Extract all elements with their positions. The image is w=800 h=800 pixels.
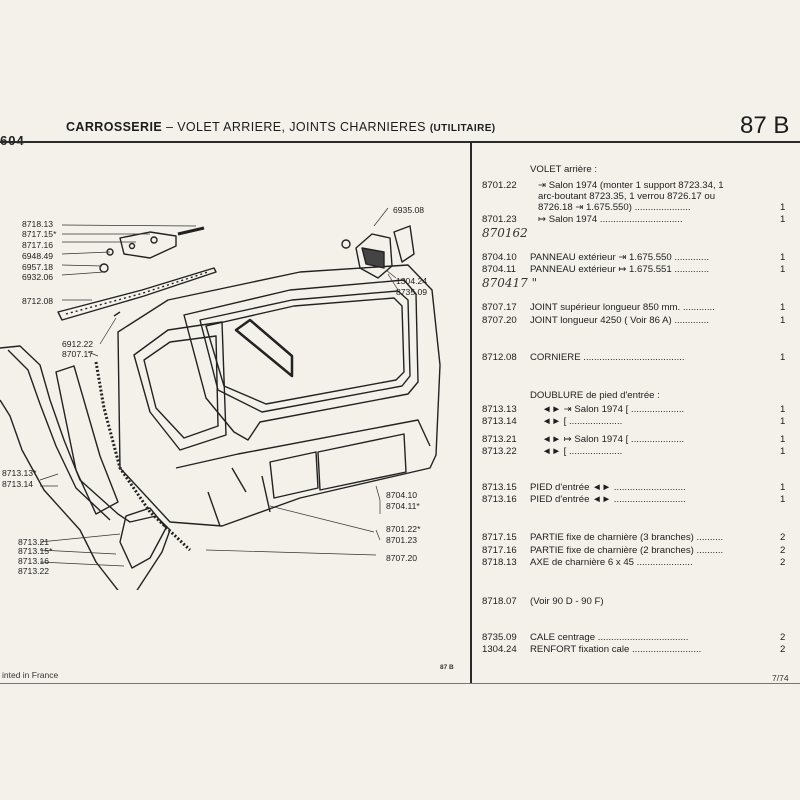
part-desc: ◄► ⇥ Salon 1974 [ .................... <box>542 404 685 415</box>
page-number: 87 B <box>740 112 790 139</box>
part-ref: 8717.15 <box>482 532 517 543</box>
part-qty: 1 <box>780 202 786 213</box>
diagram-label: 6912.22 <box>62 339 94 349</box>
page-title <box>66 120 496 134</box>
part-qty: 2 <box>780 545 786 556</box>
section-title: CARROSSERIE <box>66 120 163 134</box>
part-qty: 1 <box>780 264 786 275</box>
handwritten-note: 870162 <box>482 226 528 240</box>
corner-strip-shape <box>58 268 216 320</box>
part-ref: 8718.07 <box>482 596 517 607</box>
part-qty: 1 <box>780 302 786 313</box>
part-ref: 8713.21 <box>482 434 517 445</box>
part-ref: 8717.16 <box>482 545 517 556</box>
part-qty: 1 <box>780 315 786 326</box>
part-desc: JOINT longueur 4250 ( Voir 86 A) ............. <box>530 315 709 326</box>
part-qty: 2 <box>780 557 786 568</box>
diagram-label: 8713.14 <box>2 479 34 489</box>
diagram-label: 8704.11* <box>386 501 420 511</box>
diagram-label: 6948.49 <box>22 251 54 261</box>
diagram-label: 6957.18 <box>22 262 54 272</box>
header-rule <box>0 141 800 143</box>
part-qty: 1 <box>780 214 786 225</box>
diagram-label: 8713.16 <box>18 556 50 566</box>
part-ref: 8718.13 <box>482 557 517 568</box>
part-desc: PARTIE fixe de charnière (2 branches) .......... <box>530 545 724 556</box>
part-qty: 2 <box>780 644 786 655</box>
group-heading: VOLET arrière : <box>530 164 598 175</box>
part-desc: RENFORT fixation cale .......................... <box>530 644 702 655</box>
footer-rule <box>0 683 800 684</box>
column-divider <box>470 141 472 683</box>
part-desc: ◄► [ .................... <box>542 446 623 457</box>
section-subtitle: – VOLET ARRIERE, JOINTS CHARNIERES <box>165 120 430 134</box>
hinge-left-shape <box>120 232 176 258</box>
part-qty: 1 <box>780 434 786 445</box>
tailgate-panel-shape <box>118 265 440 526</box>
diagram-label: 8704.10 <box>386 490 418 500</box>
section-variant: (UTILITAIRE) <box>429 123 496 134</box>
part-ref: 8713.13 <box>482 404 517 415</box>
part-qty: 1 <box>780 482 786 493</box>
part-ref: 8707.20 <box>482 315 517 326</box>
part-qty: 2 <box>780 532 786 543</box>
part-desc: ◄► [ .................... <box>542 416 623 427</box>
part-ref: 8713.22 <box>482 446 517 457</box>
part-ref: 8712.08 <box>482 352 517 363</box>
part-ref: 8707.17 <box>482 302 517 313</box>
part-desc: CORNIERE ...................................... <box>530 352 685 363</box>
part-desc: JOINT supérieur longueur 850 mm. ............ <box>530 302 715 313</box>
part-desc: 8726.18 ⇥ 1.675.550) ..................... <box>538 202 691 213</box>
part-desc: PANNEAU extérieur ⇥ 1.675.550 ............. <box>530 252 710 263</box>
part-ref: 8701.23 <box>482 214 517 225</box>
diagram-label: 8707.17 <box>62 349 94 359</box>
diagram-label: 8707.20 <box>386 553 418 563</box>
group-heading: DOUBLURE de pied d'entrée : <box>530 390 660 401</box>
handwritten-note: 870417 " <box>482 276 538 290</box>
diagram-label: 8701.22* <box>386 524 421 534</box>
part-qty: 1 <box>780 416 786 427</box>
part-desc: PIED d'entrée ◄► ........................... <box>530 494 686 505</box>
diagram-label: 8713.13* <box>2 468 37 478</box>
diagram-label: 8713.22 <box>18 566 50 576</box>
part-ref: 8713.15 <box>482 482 517 493</box>
part-desc: ◄► ↦ Salon 1974 [ .................... <box>542 434 685 445</box>
part-desc: (Voir 90 D - 90 F) <box>530 596 604 607</box>
diagram-label: 8713.15* <box>18 546 53 556</box>
footer-page-code: 87 B <box>440 664 454 671</box>
part-desc: AXE de charnière 6 x 45 ..................... <box>530 557 693 568</box>
diagram-label: 8735.09 <box>396 287 428 297</box>
part-qty: 1 <box>780 352 786 363</box>
diagram-label: 8713.21 <box>18 537 50 547</box>
window-frame-shape <box>184 280 418 440</box>
part-qty: 1 <box>780 494 786 505</box>
part-qty: 1 <box>780 252 786 263</box>
diagram-label: 8718.13 <box>22 219 54 229</box>
diagram-label: 1304.24 <box>396 276 428 286</box>
part-desc: ⇥ Salon 1974 (monter 1 support 8723.34, 1 <box>538 180 724 191</box>
part-ref: 8701.22 <box>482 180 517 191</box>
part-ref: 8704.10 <box>482 252 517 263</box>
part-ref: 8704.11 <box>482 264 516 275</box>
part-desc: ↦ Salon 1974 ............................... <box>538 214 683 225</box>
diagram-label: 8717.16 <box>22 240 54 250</box>
part-qty: 1 <box>780 446 786 457</box>
part-ref: 8713.14 <box>482 416 517 427</box>
part-desc: arc-boutant 8723.35, 1 verrou 8726.17 ou <box>538 191 716 202</box>
part-ref: 8735.09 <box>482 632 517 643</box>
edition-date: 7/74 <box>772 673 789 683</box>
diagram-label: 6932.06 <box>22 272 54 282</box>
part-desc: PANNEAU extérieur ↦ 1.675.551 ............. <box>530 264 710 275</box>
diagram-label: 8717.15* <box>22 229 57 239</box>
part-desc: PIED d'entrée ◄► ........................... <box>530 482 686 493</box>
part-qty: 2 <box>780 632 786 643</box>
diagram-label: 8712.08 <box>22 296 54 306</box>
print-note: inted in France <box>2 670 59 680</box>
part-ref: 8713.16 <box>482 494 517 505</box>
diagram-label: 6935.08 <box>393 205 425 215</box>
part-desc: CALE centrage .................................. <box>530 632 689 643</box>
part-ref: 1304.24 <box>482 644 517 655</box>
diagram-label: 8701.23 <box>386 535 418 545</box>
part-qty: 1 <box>780 404 786 415</box>
part-desc: PARTIE fixe de charnière (3 branches) .......... <box>530 532 724 543</box>
